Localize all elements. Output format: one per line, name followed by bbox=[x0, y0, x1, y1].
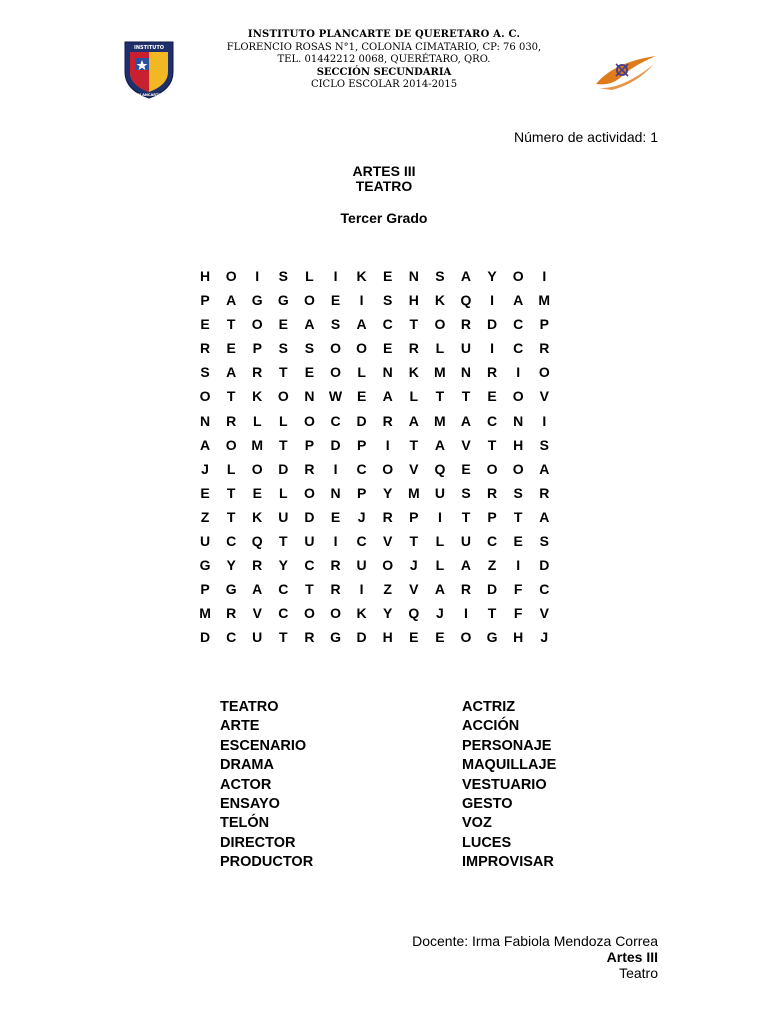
grid-letter: D bbox=[487, 581, 498, 598]
grid-letter: S bbox=[200, 364, 210, 381]
grid-letter: I bbox=[255, 268, 260, 284]
grid-letter: P bbox=[539, 316, 549, 333]
word-item: VOZ bbox=[462, 815, 492, 832]
grid-letter: N bbox=[408, 268, 419, 284]
grid-letter: L bbox=[435, 557, 445, 574]
grid-letter: A bbox=[460, 557, 472, 574]
grid-letter: T bbox=[461, 388, 471, 405]
grid-letter: E bbox=[200, 484, 210, 501]
grid-letter: T bbox=[279, 629, 288, 646]
grid-letter: L bbox=[435, 533, 445, 550]
grid-letter: K bbox=[356, 268, 367, 284]
grid-letter: H bbox=[513, 629, 524, 646]
grid-letter: Y bbox=[226, 557, 236, 574]
footer-course: Artes III bbox=[606, 949, 658, 965]
grid-letter: O bbox=[225, 268, 237, 284]
grid-letter: C bbox=[278, 581, 289, 598]
school-crest-logo bbox=[122, 38, 176, 100]
grid-letter: I bbox=[516, 557, 521, 574]
grid-letter: C bbox=[382, 316, 393, 333]
grid-letter: A bbox=[460, 268, 472, 284]
grid-letter: E bbox=[513, 533, 523, 550]
grid-letter: Y bbox=[383, 484, 393, 501]
grid-letter: Z bbox=[487, 557, 497, 574]
grid-letter: C bbox=[487, 533, 498, 550]
grid-letter: L bbox=[279, 484, 288, 501]
grade-label: Tercer Grado bbox=[340, 210, 428, 226]
grid-letter: R bbox=[304, 460, 315, 477]
grid-letter: T bbox=[226, 388, 236, 405]
grid-letter: P bbox=[252, 340, 262, 357]
grid-letter: R bbox=[330, 581, 341, 598]
grid-letter: D bbox=[330, 436, 341, 453]
school-section: SECCIÓN SECUNDARIA bbox=[316, 66, 452, 78]
grid-letter: N bbox=[304, 388, 315, 405]
grid-letter: C bbox=[330, 412, 341, 429]
grid-letter: C bbox=[356, 460, 367, 477]
grid-letter: T bbox=[461, 508, 471, 525]
grid-letter: A bbox=[304, 316, 315, 333]
grid-letter: R bbox=[487, 484, 498, 501]
grid-letter: I bbox=[385, 436, 390, 453]
grid-letter: R bbox=[252, 364, 263, 381]
grid-letter: Y bbox=[487, 268, 497, 284]
word-item: LUCES bbox=[462, 834, 512, 851]
grid-letter: E bbox=[278, 316, 288, 333]
grid-letter: M bbox=[434, 364, 446, 381]
crest-bottom-text: PLANCARTE bbox=[137, 93, 161, 97]
grid-letter: C bbox=[226, 533, 237, 550]
word-item: ACTRIZ bbox=[462, 699, 516, 715]
grid-letter: A bbox=[356, 316, 367, 333]
grid-letter: S bbox=[461, 484, 471, 501]
word-item: MAQUILLAJE bbox=[462, 757, 557, 774]
grid-letter: O bbox=[538, 364, 550, 381]
grid-letter: H bbox=[199, 268, 211, 284]
word-item: ACCIÓN bbox=[462, 718, 520, 735]
grid-letter: S bbox=[330, 316, 341, 333]
grid-letter: U bbox=[356, 557, 367, 574]
grid-letter: A bbox=[226, 292, 237, 309]
grid-letter: S bbox=[513, 484, 523, 501]
word-item: PERSONAJE bbox=[462, 737, 552, 754]
crest-top-text: INSTITUTO bbox=[133, 45, 165, 51]
grid-letter: O bbox=[486, 460, 498, 477]
grid-letter: E bbox=[252, 484, 262, 501]
grid-letter: R bbox=[408, 340, 419, 357]
footer bbox=[412, 933, 658, 981]
grid-letter: I bbox=[542, 412, 547, 429]
grid-letter: R bbox=[460, 581, 472, 598]
grid-letter: C bbox=[513, 340, 524, 357]
grid-letter: M bbox=[434, 412, 446, 429]
grid-letter: S bbox=[383, 292, 393, 309]
grid-letter: L bbox=[357, 364, 366, 381]
grid-letter: E bbox=[226, 340, 236, 357]
grid-letter: O bbox=[303, 412, 315, 429]
grid-letter: A bbox=[252, 581, 263, 598]
grid-letter: O bbox=[251, 460, 263, 477]
grid-letter: O bbox=[303, 292, 315, 309]
grid-letter: P bbox=[200, 581, 210, 598]
grid-letter: Q bbox=[434, 460, 446, 477]
grid-letter: R bbox=[304, 629, 315, 646]
grid-letter: T bbox=[409, 533, 419, 550]
grid-letter: O bbox=[434, 316, 446, 333]
grid-letter: Z bbox=[200, 508, 210, 525]
grid-letter: I bbox=[333, 460, 338, 477]
grid-letter: O bbox=[512, 268, 524, 284]
grid-letter: E bbox=[200, 316, 210, 333]
teacher-name: Docente: Irma Fabiola Mendoza Correa bbox=[412, 933, 658, 949]
grid-letter: C bbox=[356, 533, 367, 550]
grid-letter: G bbox=[277, 292, 289, 309]
grid-letter: A bbox=[226, 364, 237, 381]
grid-letter: D bbox=[539, 557, 550, 574]
grid-letter: K bbox=[408, 364, 419, 381]
grid-letter: N bbox=[382, 364, 393, 381]
grid-letter: O bbox=[512, 388, 524, 405]
grid-letter: Y bbox=[278, 557, 288, 574]
grid-letter: L bbox=[279, 412, 288, 429]
grid-letter: I bbox=[516, 364, 521, 381]
grid-letter: V bbox=[539, 605, 549, 622]
grid-letter: O bbox=[330, 364, 341, 381]
grid-letter: D bbox=[487, 316, 498, 333]
grid-letter: I bbox=[490, 292, 495, 309]
grid-letter: R bbox=[226, 605, 237, 622]
grid-letter: D bbox=[304, 508, 315, 525]
grid-letter: O bbox=[303, 605, 315, 622]
grid-letter: T bbox=[279, 436, 288, 453]
grid-letter: O bbox=[382, 460, 394, 477]
grid-letter: O bbox=[225, 436, 237, 453]
grid-letter: P bbox=[356, 484, 367, 501]
grid-letter: T bbox=[513, 508, 523, 525]
grid-letter: J bbox=[201, 460, 209, 477]
grid-letter: P bbox=[409, 508, 419, 525]
grid-letter: O bbox=[330, 340, 341, 357]
school-phone: TEL. 01442212 0068, QUERÉTARO, QRO. bbox=[277, 54, 491, 65]
grid-letter: Y bbox=[383, 605, 393, 622]
grid-letter: D bbox=[278, 460, 289, 477]
school-address: FLORENCIO ROSAS N°1, COLONIA CIMATARIO, CP: 76 030, bbox=[226, 41, 542, 53]
grid-letter: P bbox=[487, 508, 497, 525]
grid-letter: F bbox=[513, 581, 523, 598]
grid-letter: D bbox=[199, 629, 211, 646]
grid-letter: A bbox=[434, 436, 445, 453]
grid-letter: C bbox=[226, 629, 237, 646]
grid-letter: L bbox=[252, 412, 262, 429]
grid-letter: O bbox=[382, 557, 394, 574]
grid-letter: V bbox=[252, 605, 262, 622]
grid-letter: N bbox=[199, 412, 211, 429]
grid-letter: L bbox=[435, 340, 445, 357]
grid-letter: O bbox=[460, 629, 472, 646]
grid-letter: I bbox=[490, 340, 495, 357]
grid-letter: A bbox=[199, 436, 211, 453]
grid-letter: K bbox=[434, 292, 445, 309]
grid-letter: G bbox=[225, 581, 237, 598]
school-year: CICLO ESCOLAR 2014-2015 bbox=[310, 79, 458, 89]
word-item: VESTUARIO bbox=[462, 776, 547, 793]
grid-letter: U bbox=[460, 533, 472, 550]
word-item: DRAMA bbox=[220, 757, 274, 774]
grid-letter: T bbox=[279, 364, 288, 381]
grid-letter: A bbox=[408, 412, 419, 429]
grid-letter: U bbox=[278, 508, 289, 525]
grid-letter: O bbox=[330, 605, 341, 622]
grid-letter: L bbox=[409, 388, 419, 405]
grid-letter: R bbox=[252, 557, 263, 574]
grid-letter: E bbox=[461, 460, 471, 477]
grid-letter: L bbox=[305, 268, 314, 284]
grid-letter: O bbox=[303, 484, 315, 501]
grid-letter: H bbox=[382, 629, 393, 646]
grid-letter: C bbox=[487, 412, 498, 429]
grid-letter: K bbox=[356, 605, 367, 622]
grid-letter: S bbox=[539, 533, 549, 550]
grid-letter: E bbox=[409, 629, 419, 646]
grid-letter: P bbox=[304, 436, 315, 453]
grid-letter: R bbox=[330, 557, 341, 574]
grid-letter: C bbox=[278, 605, 289, 622]
word-item: ENSAYO bbox=[220, 796, 280, 813]
grid-letter: R bbox=[226, 412, 237, 429]
grid-letter: O bbox=[512, 460, 524, 477]
word-list-right bbox=[462, 698, 556, 873]
grid-letter: S bbox=[278, 340, 288, 357]
grid-letter: T bbox=[226, 508, 236, 525]
grid-letter: A bbox=[460, 412, 472, 429]
grid-letter: S bbox=[278, 268, 288, 284]
grid-letter: E bbox=[356, 388, 367, 405]
grid-letter: I bbox=[464, 605, 468, 622]
grid-letter: C bbox=[539, 581, 550, 598]
grid-letter: E bbox=[487, 388, 497, 405]
grid-letter: O bbox=[251, 316, 263, 333]
grid-letter: G bbox=[486, 629, 498, 646]
grid-letter: G bbox=[199, 557, 211, 574]
grid-letter: T bbox=[409, 436, 419, 453]
grid-letter: A bbox=[434, 581, 445, 598]
word-item: ESCENARIO bbox=[220, 737, 307, 754]
grid-letter: G bbox=[251, 292, 263, 309]
grid-letter: J bbox=[435, 605, 444, 622]
school-header bbox=[200, 29, 568, 89]
word-item: PRODUCTOR bbox=[220, 854, 314, 871]
grid-letter: R bbox=[460, 316, 472, 333]
grid-letter: I bbox=[333, 268, 338, 284]
grid-letter: K bbox=[252, 388, 263, 405]
grid-letter: U bbox=[252, 629, 263, 646]
grid-letter: D bbox=[356, 412, 367, 429]
subject-subtitle: TEATRO bbox=[355, 178, 413, 194]
grid-letter: V bbox=[383, 533, 393, 550]
grid-letter: T bbox=[487, 436, 497, 453]
grid-letter: V bbox=[461, 436, 471, 453]
grid-letter: Q bbox=[408, 605, 420, 622]
grid-letter: W bbox=[328, 388, 343, 405]
grid-letter: L bbox=[226, 460, 236, 477]
footer-subject: Teatro bbox=[619, 965, 658, 981]
grid-letter: I bbox=[333, 533, 338, 550]
grid-letter: R bbox=[539, 484, 550, 501]
grid-letter: J bbox=[540, 629, 549, 646]
grid-letter: A bbox=[382, 388, 393, 405]
grid-letter: U bbox=[304, 533, 315, 550]
grid-letter: I bbox=[542, 268, 547, 284]
activity-number: Número de actividad: 1 bbox=[514, 129, 658, 145]
grid-letter: V bbox=[409, 460, 419, 477]
grid-letter: U bbox=[199, 533, 211, 550]
grid-letter: I bbox=[437, 508, 442, 525]
word-item: DIRECTOR bbox=[220, 834, 296, 851]
grid-letter: M bbox=[251, 436, 264, 453]
grid-letter: E bbox=[383, 268, 393, 284]
grid-letter: K bbox=[252, 508, 263, 525]
word-item: GESTO bbox=[462, 796, 513, 813]
word-search-grid bbox=[192, 264, 557, 650]
grid-letter: Z bbox=[383, 581, 392, 598]
grid-letter: H bbox=[408, 292, 419, 309]
grid-letter: M bbox=[538, 292, 551, 309]
grid-letter: O bbox=[356, 340, 368, 357]
grid-letter: P bbox=[200, 292, 210, 309]
grid-letter: I bbox=[359, 292, 364, 309]
grid-letter: T bbox=[487, 605, 497, 622]
grid-letter: Q bbox=[251, 533, 263, 550]
grid-letter: T bbox=[435, 388, 445, 405]
grid-letter: N bbox=[460, 364, 472, 381]
subject-title: ARTES III bbox=[352, 163, 416, 179]
grid-letter: H bbox=[513, 436, 524, 453]
grid-letter: R bbox=[382, 412, 393, 429]
grid-letter: N bbox=[513, 412, 524, 429]
institution-name: INSTITUTO PLANCARTE DE QUERÉTARO A. C. bbox=[247, 29, 521, 40]
grid-letter: U bbox=[460, 340, 472, 357]
grid-letter: Q bbox=[460, 292, 472, 309]
grid-letter: N bbox=[330, 484, 341, 501]
grid-letter: V bbox=[409, 581, 419, 598]
grid-letter: M bbox=[407, 484, 420, 501]
word-item: IMPROVISAR bbox=[462, 854, 554, 871]
grid-letter: S bbox=[539, 436, 549, 453]
grid-letter: E bbox=[330, 292, 341, 309]
grid-letter: I bbox=[359, 581, 364, 598]
grid-letter: V bbox=[539, 388, 549, 405]
grid-letter: D bbox=[356, 629, 367, 646]
grid-letter: R bbox=[539, 340, 550, 357]
grid-letter: C bbox=[513, 316, 524, 333]
grid-letter: M bbox=[199, 605, 211, 622]
grid-letter: G bbox=[330, 629, 341, 646]
grid-letter: F bbox=[513, 605, 523, 622]
grid-letter: E bbox=[435, 629, 445, 646]
grid-letter: R bbox=[487, 364, 498, 381]
word-list-left bbox=[220, 698, 313, 873]
grid-letter: J bbox=[409, 557, 418, 574]
grid-letter: A bbox=[539, 508, 550, 525]
grid-letter: S bbox=[435, 268, 445, 284]
grid-letter: C bbox=[304, 557, 315, 574]
school-emblem-logo bbox=[592, 50, 660, 94]
grid-letter: R bbox=[199, 340, 211, 357]
grid-letter: O bbox=[277, 388, 289, 405]
grid-letter: O bbox=[199, 388, 211, 405]
word-item: ARTE bbox=[220, 718, 260, 735]
grid-letter: A bbox=[539, 460, 550, 477]
grid-letter: J bbox=[357, 508, 366, 525]
grid-letter: T bbox=[279, 533, 288, 550]
grid-letter: U bbox=[434, 484, 445, 501]
grid-letter: R bbox=[382, 508, 393, 525]
word-item: TEATRO bbox=[220, 699, 279, 715]
grid-letter: S bbox=[304, 340, 315, 357]
grid-letter: E bbox=[383, 340, 393, 357]
grid-letter: T bbox=[409, 316, 419, 333]
grid-letter: A bbox=[513, 292, 524, 309]
grid-letter: E bbox=[304, 364, 315, 381]
grid-letter: T bbox=[226, 316, 236, 333]
grid-letter: E bbox=[330, 508, 341, 525]
grid-letter: T bbox=[305, 581, 314, 598]
grid-letter: P bbox=[356, 436, 367, 453]
word-item: TELÓN bbox=[220, 815, 270, 832]
grid-letter: T bbox=[226, 484, 236, 501]
word-item: ACTOR bbox=[220, 776, 272, 793]
